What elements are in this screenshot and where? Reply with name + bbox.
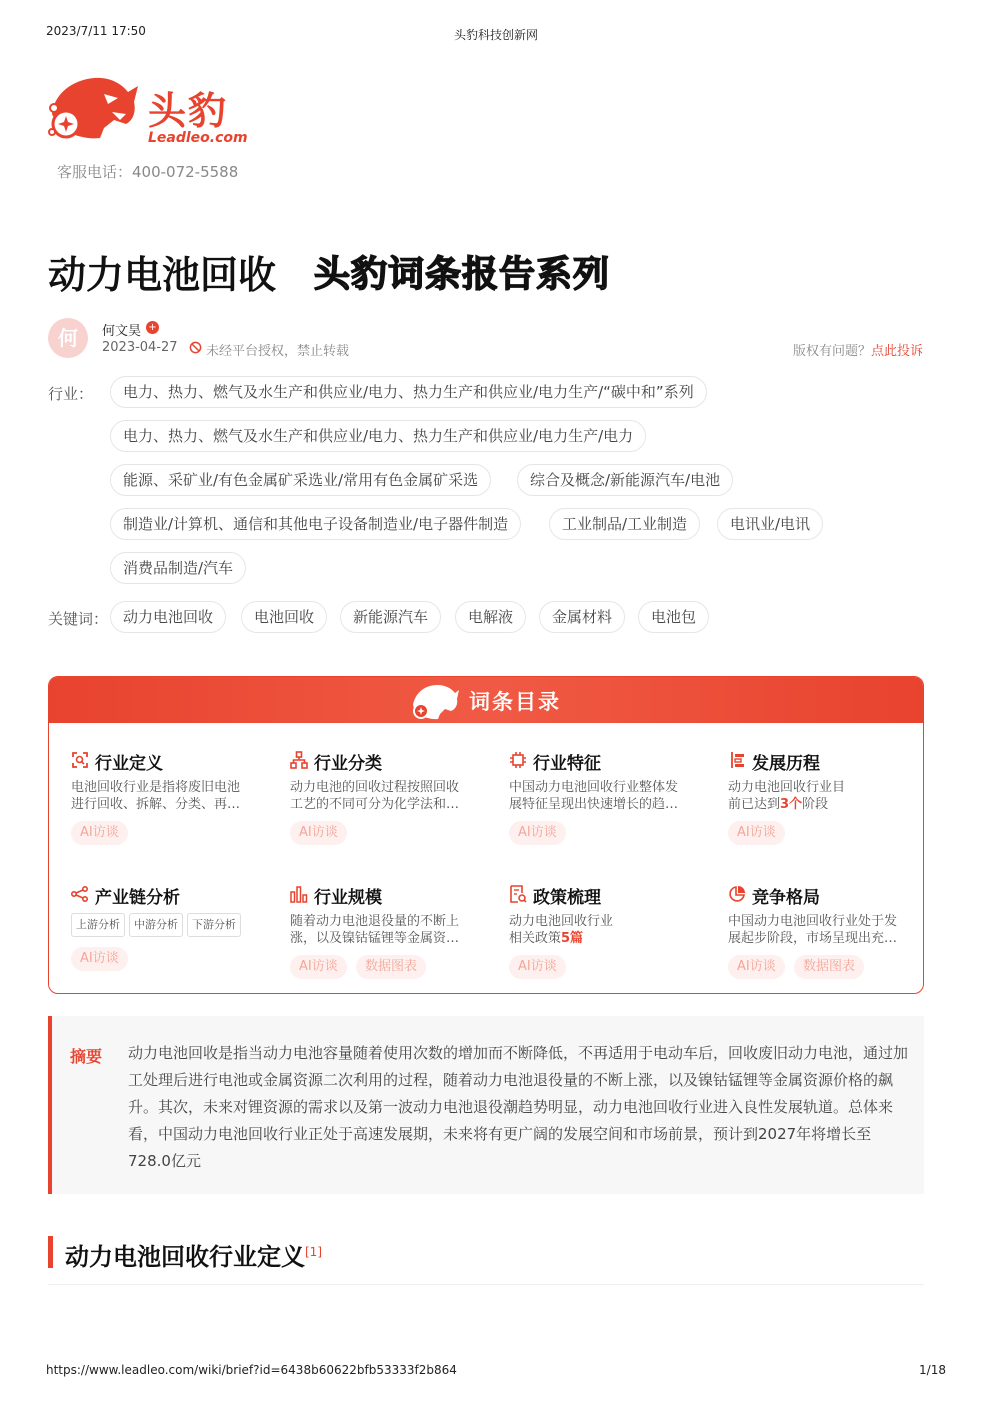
sub-tab-downstream[interactable]: 下游分析 [187,913,241,937]
keyword-tag[interactable]: 电池包 [638,601,709,633]
industry-tag[interactable]: 工业制品/工业制造 [549,508,700,540]
toc-item-desc: 中国动力电池回收行业处于发展起步阶段，市场呈现出充… [728,914,898,946]
industry-tag[interactable]: 电力、热力、燃气及水生产和供应业/电力、热力生产和供应业/电力生产/电力 [110,420,646,452]
toc-desc-text: 动力电池回收行业相关政策 [509,914,614,946]
brand-logo[interactable] [46,72,246,152]
brand-name-cn: 头豹 [148,89,229,133]
author-badge-icon: + [146,321,159,334]
no-repost-icon [189,341,202,354]
feature-icon [509,751,527,769]
industry-tag[interactable]: 制造业/计算机、通信和其他电子设备制造业/电子器件制造 [110,508,521,540]
toc-item-title: 竞争格局 [752,888,820,908]
publish-date: 2023-04-27 [102,340,178,355]
sub-tab-upstream[interactable]: 上游分析 [71,913,125,937]
definition-icon [71,751,89,769]
ai-interview-button[interactable]: AI访谈 [71,947,128,971]
print-site-name: 头豹科技创新网 [453,28,538,42]
chain-icon [71,885,89,903]
section-title [65,1236,322,1273]
ai-interview-button[interactable]: AI访谈 [290,955,347,979]
complaint-link[interactable]: 点此投诉 [870,344,923,359]
page-number: 1/18 [919,1363,946,1377]
industry-tag[interactable]: 电讯业/电讯 [717,508,823,540]
print-header [46,24,946,42]
toc-item-title: 产业链分析 [95,888,180,908]
repost-restriction: 未经平台授权，禁止转载 [206,344,350,359]
toc-header [49,677,923,723]
summary-text: 动力电池回收是指当动力电池容量随着使用次数的增加而不断降低，不再适用于电动车后，回收废旧动力电池，通过加工处理后进行电池或金属资源二次利用的过程，随着动力电池退役量的不断上涨，以及镍钴锰锂等金属资源价格的飙升。其次，未来对锂资源的需求以及第一波动力电池退役潮趋势明显，动力电池回收行业进入良性发展轨道。总体来看，中国动力电池回收行业正处于高速发展期，未来将有更广阔的发展空间和市场前景，预计到2027年将增长至728.0亿元 [128,1044,909,1170]
industry-tag[interactable]: 消费品制造/汽车 [110,552,246,584]
toc-item-title: 行业定义 [95,754,163,774]
page-title: 动力电池回收 [48,253,277,297]
sub-tab-midstream[interactable]: 中游分析 [129,913,183,937]
keyword-tag[interactable]: 金属材料 [539,601,625,633]
toc-desc-text: 动力电池回收行业目前已达到 [728,780,846,812]
industry-tag[interactable]: 综合及概念/新能源汽车/电池 [517,464,733,496]
keyword-tag[interactable]: 电解液 [455,601,526,633]
toc-item-desc [509,913,619,947]
ai-interview-button[interactable]: AI访谈 [290,821,347,845]
toc-item-title: 发展历程 [752,754,820,774]
leopard-logo-icon [46,72,142,142]
toc-item-desc [728,779,848,813]
toc-item-title: 政策梳理 [533,888,601,908]
toc-item-title: 行业分类 [314,754,382,774]
industry-tag[interactable]: 能源、采矿业/有色金属矿采选业/常用有色金属矿采选 [110,464,491,496]
summary-label: 摘要 [70,1047,103,1066]
competition-icon [728,885,746,903]
scale-icon [290,885,308,903]
keyword-tag[interactable]: 新能源汽车 [340,601,441,633]
stage-count: 3个 [780,797,803,812]
copyright-question: 版权有问题？ [792,344,871,359]
print-footer [46,1363,946,1381]
toc-item-desc: 随着动力电池退役量的不断上涨，以及镍钴锰锂等金属资… [290,914,460,946]
summary-box [48,1016,924,1194]
ai-interview-button[interactable]: AI访谈 [71,821,128,845]
toc-item-desc: 电池回收行业是指将废旧电池进行回收、拆解、分类、再… [71,780,241,812]
section-title-text: 动力电池回收行业定义 [65,1243,305,1271]
history-icon [728,751,746,769]
data-chart-button[interactable]: 数据图表 [794,955,864,979]
author-name[interactable]: 何文昊 [102,324,142,339]
data-chart-button[interactable]: 数据图表 [356,955,426,979]
keywords-label: 关键词： [48,610,109,628]
ai-interview-button[interactable]: AI访谈 [509,955,566,979]
toc-desc-text: 阶段 [802,797,829,812]
section-heading [48,1236,322,1271]
brand-name-en: Leadleo.com [148,130,248,146]
ai-interview-button[interactable]: AI访谈 [728,821,785,845]
ai-interview-button[interactable]: AI访谈 [728,955,785,979]
divider [48,1284,924,1285]
toc-title: 词条目录 [469,690,561,714]
policy-icon [509,885,527,903]
print-timestamp: 2023/7/11 17:50 [46,24,146,38]
toc-item-desc: 动力电池的回收过程按照回收工艺的不同可分为化学法和… [290,780,460,812]
classification-icon [290,751,308,769]
toc-item-desc: 中国动力电池回收行业整体发展特征呈现出快速增长的趋… [509,780,679,812]
leopard-badge-icon [409,681,461,721]
keyword-tag[interactable]: 电池回收 [241,601,327,633]
series-title: 头豹词条报告系列 [314,254,611,295]
industry-label: 行业： [48,385,94,403]
hotline: 客服电话：400-072-5588 [57,163,239,181]
industry-tag[interactable]: 电力、热力、燃气及水生产和供应业/电力、热力生产和供应业/电力生产/“碳中和”系列 [110,376,707,408]
toc-item-title: 行业特征 [533,754,601,774]
ai-interview-button[interactable]: AI访谈 [509,821,566,845]
toc-card [48,676,924,994]
toc-item-title: 行业规模 [314,888,382,908]
policy-count: 5篇 [561,931,584,946]
avatar[interactable]: 何 [48,318,88,358]
print-url: https://www.leadleo.com/wiki/brief?id=6438b60622bfb53333f2b864 [46,1363,457,1377]
reference-link[interactable]: [1] [305,1245,322,1259]
copyright-notice [793,340,923,359]
keyword-tag[interactable]: 动力电池回收 [110,601,226,633]
